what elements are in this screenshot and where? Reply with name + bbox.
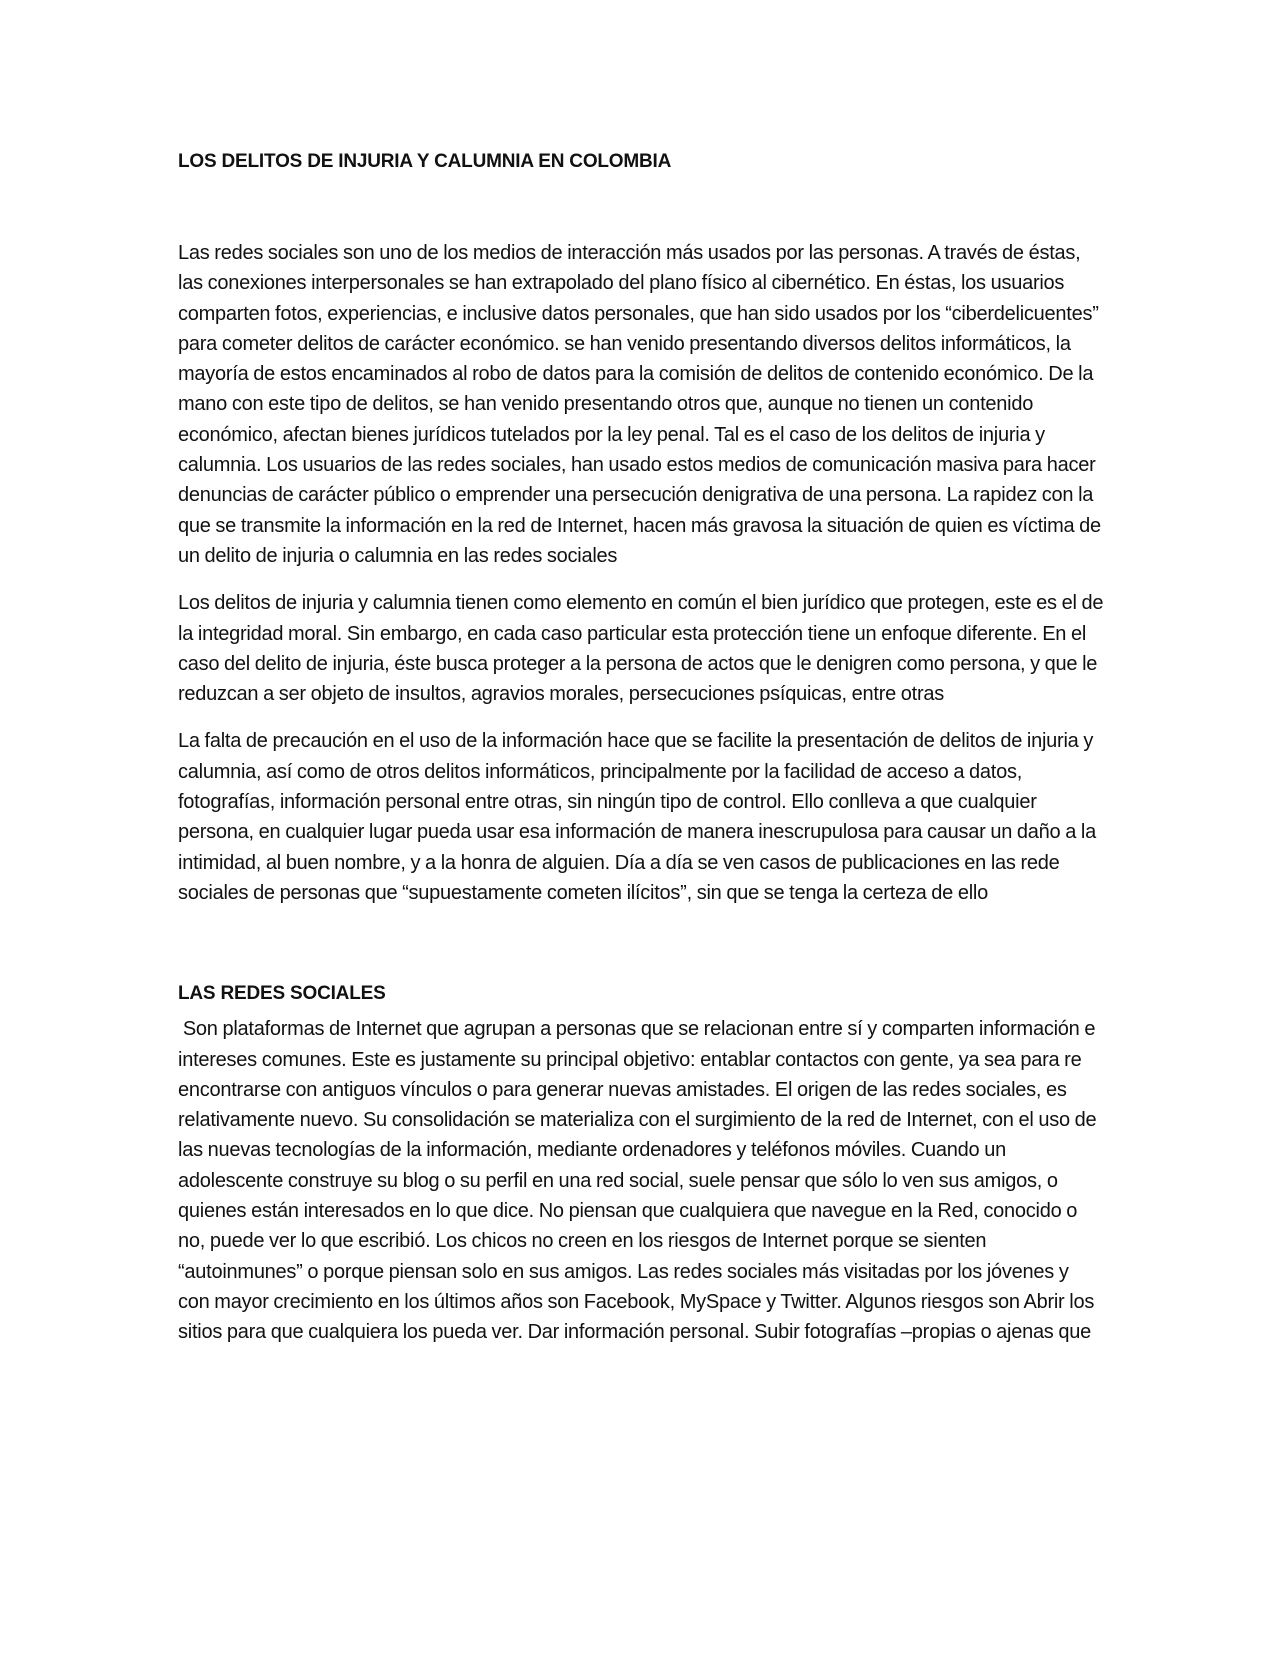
section-title: LAS REDES SOCIALES	[178, 983, 386, 1005]
document-page	[178, 148, 1104, 1348]
paragraph-intro: Las redes sociales son uno de los medios de interacción más usados por las personas. A través de éstas, las conexiones interpersonales se han extrapolado del plano físico al cibernético. En éstas, los usuarios comparten fotos, experiencias, e inclusive datos personales, que han sido usados por los “ciberdelicuentes” para cometer delitos de carácter económico. se han venido presentando diversos delitos informáticos, la mayoría de estos encaminados al robo de datos para la comisión de delitos de contenido económico. De la mano con este tipo de delitos, se han venido presentando otros que, aunque no tienen un contenido económico, afectan bienes jurídicos tutelados por la ley penal. Tal es el caso de los delitos de injuria y calumnia. Los usuarios de las redes sociales, han usado estos medios de comunicación masiva para hacer denuncias de carácter público o emprender una persecución denigrativa de una persona. La rapidez con la que se transmite la información en la red de Internet, hacen más gravosa la situación de quien es víctima de un delito de injuria o calumnia en las redes sociales	[178, 242, 1101, 567]
paragraph-precaution: La falta de precaución en el uso de la información hace que se facilite la presentación de delitos de injuria y calumnia, así como de otros delitos informáticos, principalmente por la facilidad de acceso a datos, fotografías, información personal entre otras, sin ningún tipo de control. Ello conlleva a que cualquier persona, en cualquier lugar pueda usar esa información de manera inescrupulosa para causar un daño a la intimidad, al buen nombre, y a la honra de alguien. Día a día se ven casos de publicaciones en las rede sociales de personas que “supuestamente cometen ilícitos”, sin que se tenga la certeza de ello	[178, 730, 1096, 904]
document-title: LOS DELITOS DE INJURIA Y CALUMNIA EN COLOMBIA	[178, 151, 672, 172]
paragraph-social-networks: Son plataformas de Internet que agrupan a personas que se relacionan entre sí y comparten información e intereses comunes. Este es justamente su principal objetivo: entablar contactos con gente, ya sea para re encontrarse con antiguos vínculos o para generar nuevas amistades. El origen de las redes sociales, es relativamente nuevo. Su consolidación se materializa con el surgimiento de la red de Internet, con el uso de las nuevas tecnologías de la información, mediante ordenadores y teléfonos móviles. Cuando un adolescente construye su blog o su perfil en una red social, suele pensar que sólo lo ven sus amigos, o quienes están interesados en lo que dice. No piensan que cualquiera que navegue en la Red, conocido o no, puede ver lo que escribió. Los chicos no creen en los riesgos de Internet porque se sienten “autoinmunes” o porque piensan solo en sus amigos. Las redes sociales más visitadas por los jóvenes y con mayor crecimiento en los últimos años son Facebook, MySpace y Twitter. Algunos riesgos son Abrir los sitios para que cualquiera los pueda ver. Dar información personal. Subir fotografías –propias o ajenas que	[178, 1018, 1102, 1344]
paragraph-integrity: Los delitos de injuria y calumnia tienen como elemento en común el bien jurídico que protegen, este es el de la integridad moral. Sin embargo, en cada caso particular esta protección tiene un enfoque diferente. En el caso del delito de injuria, éste busca proteger a la persona de actos que le denigren como persona, y que le reduzcan a ser objeto de insultos, agravios morales, persecuciones psíquicas, entre otras	[178, 592, 1104, 706]
